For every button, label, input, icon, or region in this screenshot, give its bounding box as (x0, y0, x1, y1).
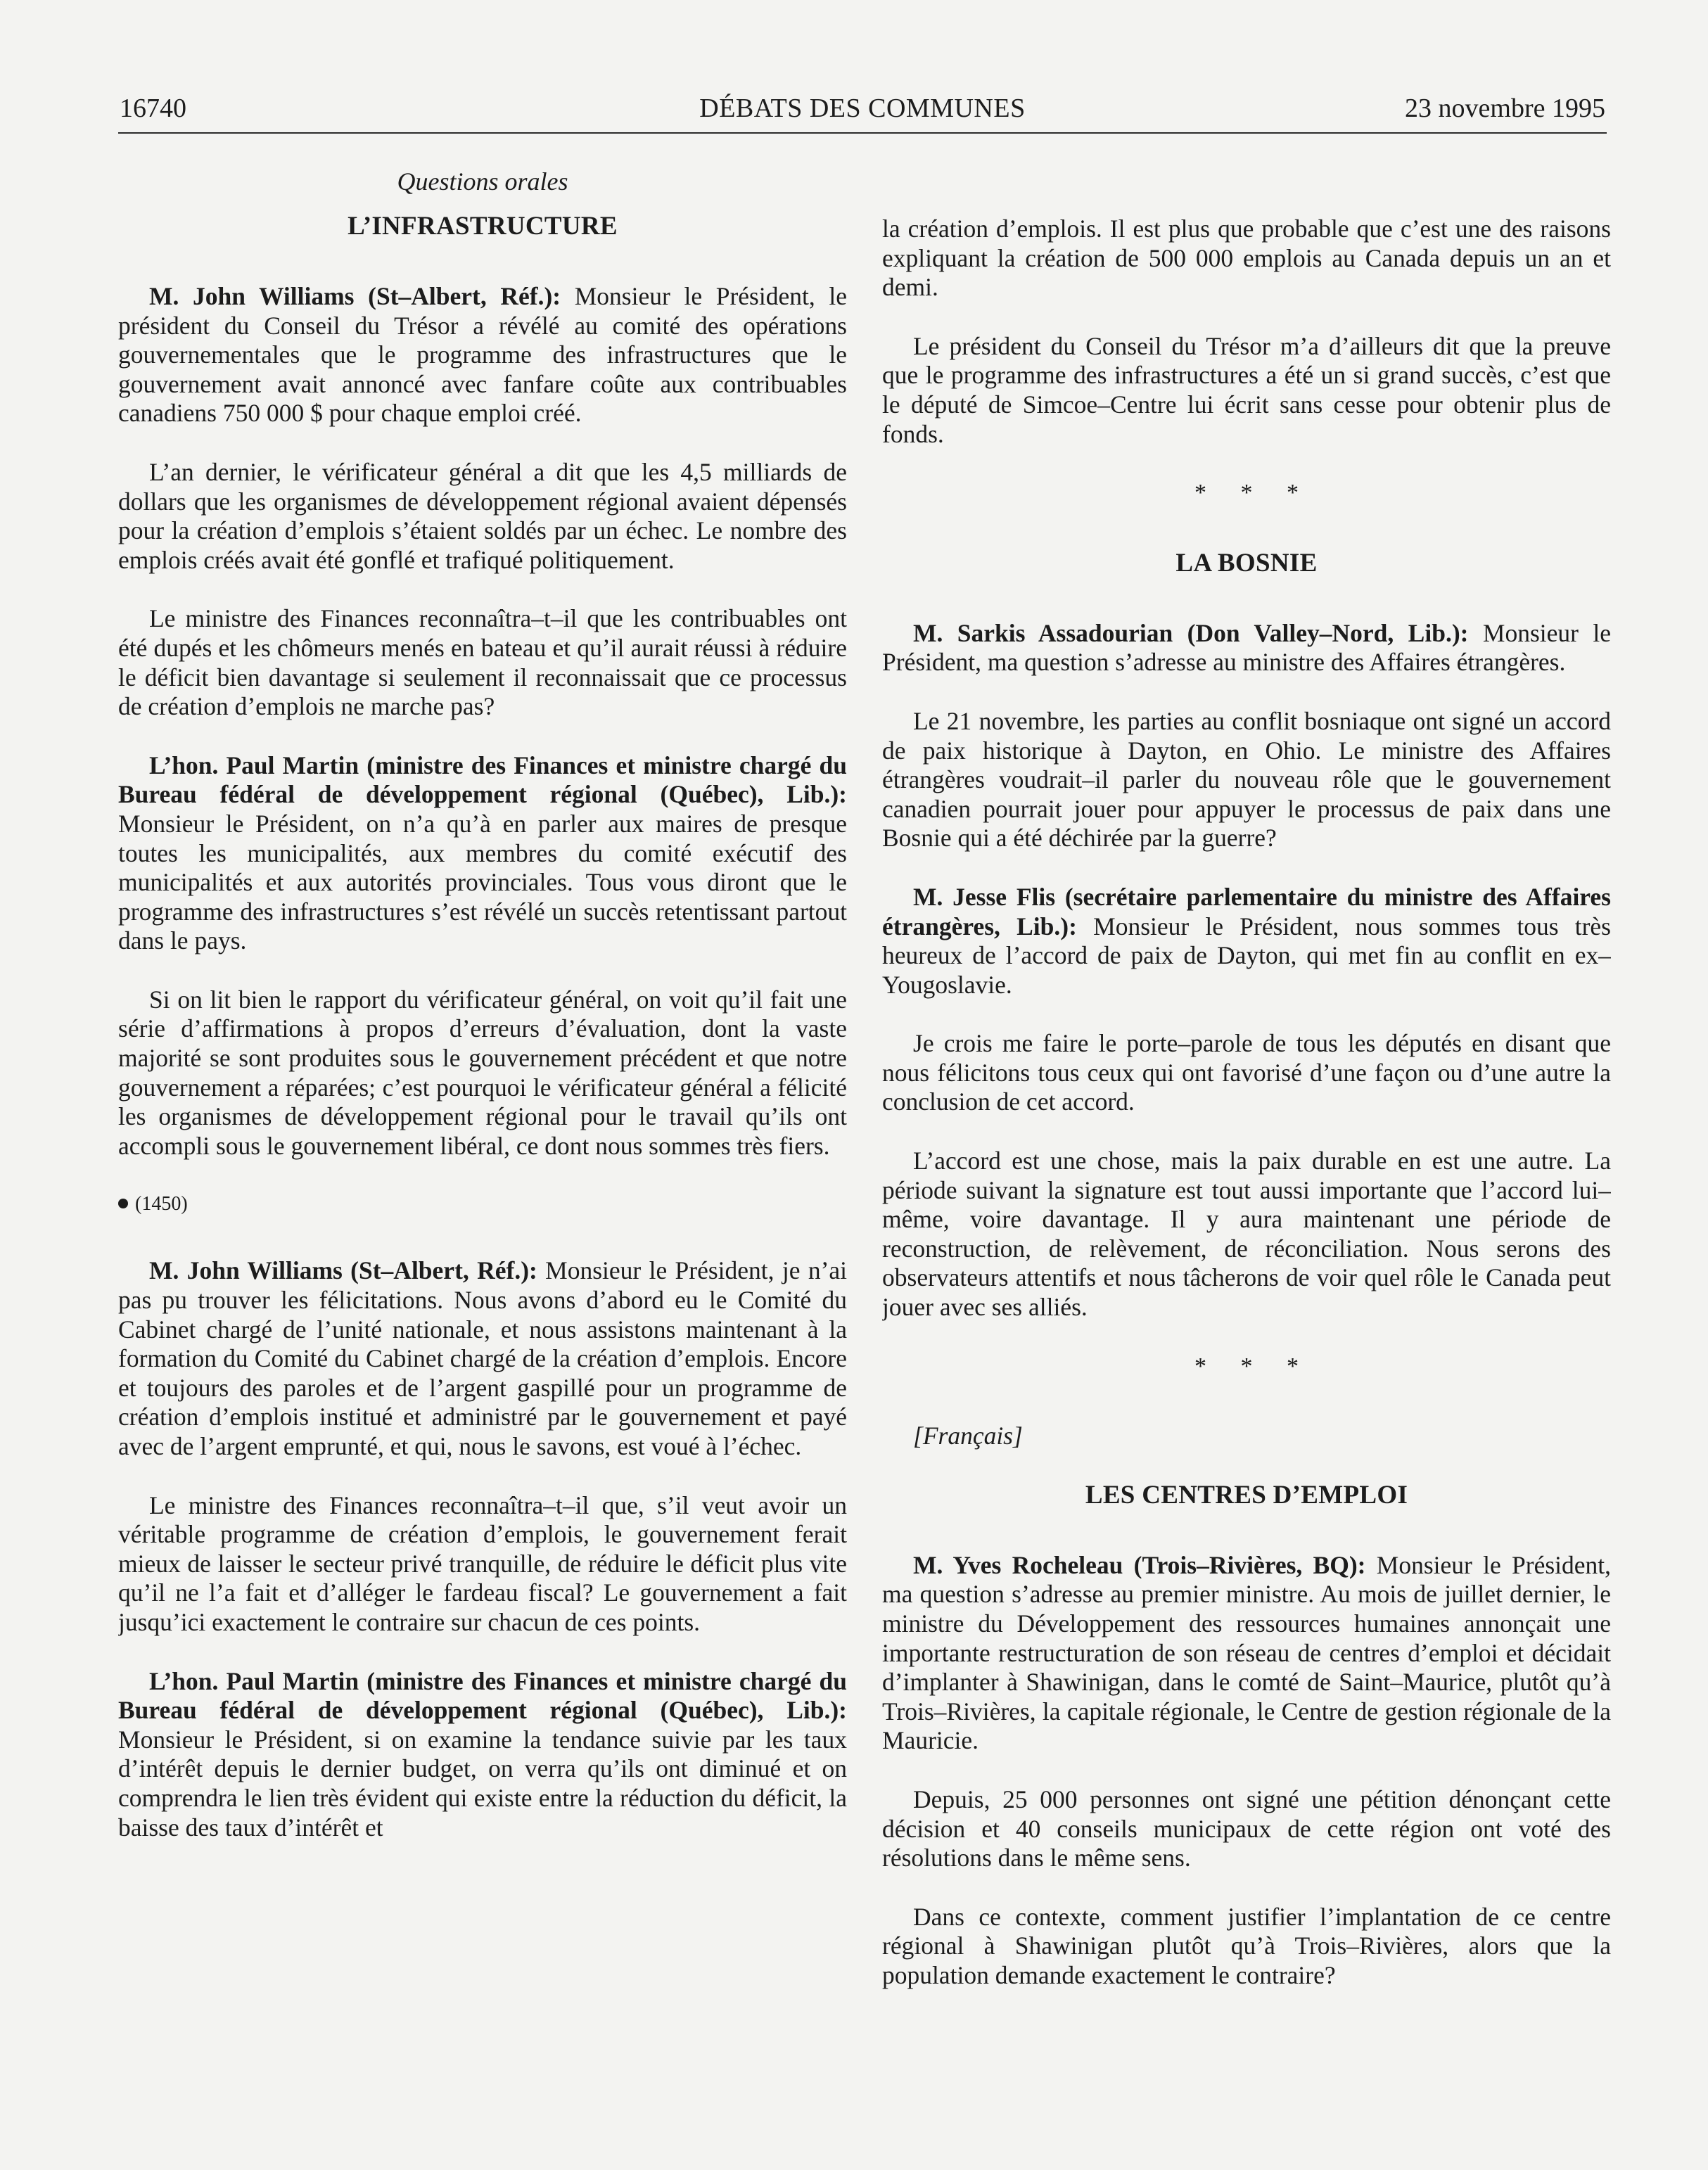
paragraph-text: Monsieur le Président, on n’a qu’à en parler aux maires de presque toutes les municipalités, aux membres du comité exécutif des municipalités et aux autorités provinciales. Tous vous diront que le programme des infrastructures s’est révélé un succès retentissant partout dans le pays. (118, 809, 847, 955)
paragraph (118, 751, 847, 956)
heading-infrastructure: L’INFRASTRUCTURE (348, 212, 618, 241)
time-marker-text: (1450) (135, 1193, 188, 1215)
paragraph-text: Monsieur le Président, le président du Conseil du Trésor a révélé au comité des opérations gouvernementales que le programme des infrastructures que le gouvernement avait annoncé avec fanfare coûte aux contribuables canadiens 750 000 $ pour chaque emploi créé. (118, 282, 847, 428)
paragraph (118, 1256, 847, 1461)
paragraph (118, 282, 847, 428)
paragraph: la création d’emplois. Il est plus que probable que c’est une des raisons expliquant la création de 500 000 emplois au Canada depuis un an et demi. (882, 215, 1611, 302)
speaker-name: M. John Williams (St–Albert, Réf.): (149, 282, 561, 310)
heading-bosnie: LA BOSNIE (1175, 548, 1318, 577)
header-rule (118, 132, 1607, 134)
bullet-icon (118, 1199, 128, 1208)
paragraph: Dans ce contexte, comment justifier l’implantation de ce centre régional à Shawinigan plutôt qu’à Trois–Rivières, alors que la population demande exactement le contraire? (882, 1902, 1611, 1989)
paragraph: Le ministre des Finances reconnaîtra–t–il que les contribuables ont été dupés et les chômeurs menés en bateau et qu’il aurait réussi à réduire le déficit bien davantage si seulement il reconnaissait que ce processus de création d’emplois ne marche pas? (118, 604, 847, 721)
paragraph: Si on lit bien le rapport du vérificateur général, on voit qu’il fait une série d’affirmations à propos d’erreurs d’évaluation, dont la vaste majorité se sont produites sous le gouvernement précédent et que notre gouvernement a réparées; c’est pourquoi le vérificateur général a félicité les organismes de développement régional pour le travail qu’ils ont accompli sous le gouvernement libéral, ce dont nous sommes très fiers. (118, 985, 847, 1160)
paragraph (882, 619, 1611, 677)
paragraph: L’accord est une chose, mais la paix durable en est une autre. La période suivant la signature est tout aussi importante que l’accord lui–même, voire davantage. Il y aura maintenant une période de reconstruction, de relèvement, de réconciliation. Nous serons des observateurs attentifs et nous tâcherons de voir quel rôle le Canada peut jouer avec ses alliés. (882, 1147, 1611, 1322)
language-label: [Français] (913, 1422, 1023, 1450)
paragraph (882, 1551, 1611, 1756)
heading-centres-emploi: LES CENTRES D’EMPLOI (1085, 1480, 1408, 1510)
publication-title: DÉBATS DES COMMUNES (699, 94, 1026, 123)
paragraph: Le ministre des Finances reconnaîtra–t–il que, s’il veut avoir un véritable programme de création d’emplois, le gouvernement ferait mieux de laisser le secteur privé tranquille, de réduire le déficit plus vite qu’il ne l’a fait et d’alléger le fardeau fiscal? Le gouvernement a fait jusqu’ici exactement le contraire sur chacun de ces points. (118, 1491, 847, 1636)
time-marker (118, 1190, 847, 1218)
left-column (118, 156, 847, 2112)
paragraph: Le président du Conseil du Trésor m’a d’ailleurs dit que la preuve que le programme des infrastructures a été un si grand succès, c’est que le député de Simcoe–Centre lui écrit sans cesse pour obtenir plus de fonds. (882, 331, 1611, 448)
speaker-name: M. Jesse Flis (secrétaire parlementaire du ministre des Affaires étrangères, Lib.): (882, 882, 1611, 940)
paragraph: Depuis, 25 000 personnes ont signé une pétition dénonçant cette décision et 40 conseils municipaux de cette région ont voté des résolutions dans le même sens. (882, 1785, 1611, 1872)
paragraph-text: Monsieur le Président, ma question s’adresse au premier ministre. Au mois de juillet dernier, le ministre du Développement des ressources humaines annonçait une importante restructuration de son réseau de centres d’emploi et décidait d’implanter à Shawinigan, dans le comté de Saint–Maurice, plutôt qu’à Trois–Rivières, la capitale régionale, le Centre de gestion régionale de la Mauricie. (882, 1550, 1611, 1755)
right-column (882, 215, 1611, 2170)
page-header (120, 90, 1605, 127)
paragraph-text: Monsieur le Président, si on examine la tendance suivie par les taux d’intérêt depuis le dernier budget, on verra qu’ils ont diminué et on comprendra le lien très évident qui existe entre la réduction du déficit, la baisse des taux d’intérêt et (118, 1725, 847, 1842)
paragraph: Le 21 novembre, les parties au conflit bosniaque ont signé un accord de paix historique à Dayton, en Ohio. Le ministre des Affaires étrangères voudrait–il parler du nouveau rôle que le gouvernement canadien pourrait jouer pour appuyer le processus de paix dans une Bosnie qui a été déchirée par la guerre? (882, 706, 1611, 853)
paragraph (118, 1667, 847, 1843)
speaker-name: M. John Williams (St–Albert, Réf.): (149, 1256, 537, 1285)
section-separator: * * * (1194, 480, 1313, 506)
speaker-name: L’hon. Paul Martin (ministre des Finances et ministre chargé du Bureau fédéral de développement régional (Québec), Lib.): (118, 751, 847, 809)
section-separator: * * * (1194, 1353, 1313, 1379)
paragraph (882, 883, 1611, 1000)
page-number: 16740 (120, 94, 186, 123)
speaker-name: M. Yves Rocheleau (Trois–Rivières, BQ): (913, 1550, 1366, 1579)
paragraph: L’an dernier, le vérificateur général a dit que les 4,5 milliards de dollars que les organismes de développement régional avaient dépensés pour la création d’emplois s’étaient soldés par un échec. Le nombre des emplois créés avait été gonflé et trafiqué politiquement. (118, 457, 847, 574)
section-label: Questions orales (397, 167, 568, 196)
paragraph-text: Monsieur le Président, je n’ai pas pu trouver les félicitations. Nous avons d’abord eu le Comité du Cabinet chargé de l’unité nationale, et nous assistons maintenant à la formation du Comité du Cabinet chargé de la création d’emplois. Encore et toujours des paroles et de l’argent gaspillé pour un programme de création d’emplois institué et administré par le gouvernement et payé avec de l’argent emprunté, et qui, nous le savons, est voué à l’échec. (118, 1256, 847, 1460)
paragraph-text: Monsieur le Président, nous sommes tous très heureux de l’accord de paix de Dayton, qui met fin au conflit en ex–Yougoslavie. (882, 912, 1611, 999)
paragraph-text: Monsieur le Président, ma question s’adresse au ministre des Affaires étrangères. (882, 618, 1611, 677)
speaker-name: L’hon. Paul Martin (ministre des Finances et ministre chargé du Bureau fédéral de développement régional (Québec), Lib.): (118, 1666, 847, 1725)
speaker-name: M. Sarkis Assadourian (Don Valley–Nord, Lib.): (913, 618, 1469, 647)
paragraph: Je crois me faire le porte–parole de tous les députés en disant que nous félicitons tous ceux qui ont favorisé d’une façon ou d’une autre la conclusion de cet accord. (882, 1029, 1611, 1116)
page-date: 23 novembre 1995 (1405, 94, 1605, 123)
